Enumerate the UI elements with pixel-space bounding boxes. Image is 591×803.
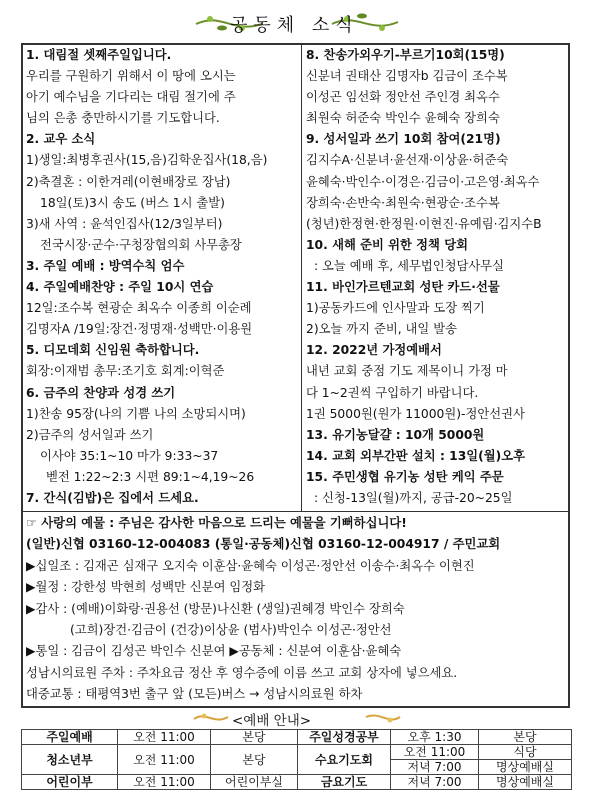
news-line: ▶감사 : (예배)이화랑·권용선 (방문)나신환 (생일)권혜경 박인수 장희숙 (26, 601, 405, 616)
news-line: 3)새 사역 : 윤석인집사(12/3일부터) (26, 216, 223, 231)
news-line: 1)찬송 95장(나의 기쁨 나의 소망되시며) (26, 406, 246, 421)
table-cell: 어린이부실 (211, 775, 298, 790)
news-line: 성남시의료원 주차 : 주차요금 정산 후 영수증에 이름 쓰고 교회 상자에 넣으세요. (26, 665, 458, 680)
news-line: 2)금주의 성서일과 쓰기 (26, 427, 154, 442)
news-line: 다 1~2권씩 구입하기 바랍니다. (306, 385, 479, 400)
news-line: 1권 5000원(원가 11000원)-정안선권사 (306, 406, 525, 421)
table-cell: 본당 (211, 730, 298, 745)
news-heading: 10. 새해 준비 위한 정책 당회 (306, 237, 468, 252)
schedule-banner (192, 707, 402, 729)
left-news-column (26, 45, 298, 509)
column-divider (301, 45, 302, 511)
table-cell: 주일예배 (22, 730, 118, 745)
news-heading: 3. 주일 예배 : 방역수칙 엄수 (26, 258, 185, 273)
news-line: 회장:이재범 총무:조기호 회계:이혁준 (26, 364, 225, 379)
table-cell: 오전 11:00 (118, 730, 211, 745)
offering-section (26, 513, 566, 706)
schedule-title: <예배 안내> (232, 713, 312, 729)
news-line: 님의 은총 충만하시기를 기도합니다. (26, 111, 220, 126)
news-line: 이사야 35:1~10 마가 9:33~37 (40, 448, 219, 463)
table-cell: 저녁 7:00 (391, 760, 479, 775)
table-cell: 식당 (479, 745, 572, 760)
news-line: ▶통일 : 김금이 김성곤 박인수 신분여 ▶공동체 : 신분여 이훈삼·윤혜숙 (26, 644, 402, 659)
news-heading: 9. 성서일과 쓰기 10회 참여(21명) (306, 132, 501, 147)
table-cell: 수요기도회 (298, 745, 391, 775)
news-line: 아기 예수님을 기다리는 대림 절기에 주 (26, 90, 236, 105)
table-cell: 주일성경공부 (298, 730, 391, 745)
news-heading: 1. 대림절 셋째주일입니다. (26, 48, 172, 62)
news-line: 내년 교회 중점 기도 제목이니 가정 마 (306, 364, 508, 379)
table-row (22, 730, 572, 745)
table-cell: 명상예배실 (479, 760, 572, 775)
news-line: 장희숙·손반숙·최원숙·현광순·조수복 (306, 195, 500, 210)
news-heading: 13. 유기농달걀 : 10개 5000원 (306, 427, 485, 442)
news-line: 12일:조수복 현광순 최옥수 이종희 이순례 (26, 301, 252, 316)
news-heading: 5. 디모데회 신임원 축하합니다. (26, 343, 200, 358)
news-line: : 오늘 예배 후, 세무법인청담사무실 (314, 258, 504, 273)
news-heading: 11. 바인가르텐교회 성탄 카드·선물 (306, 280, 500, 295)
table-cell: 명상예배실 (479, 775, 572, 790)
news-line: 1)공동카드에 인사말과 도장 찍기 (306, 301, 485, 316)
table-row (22, 745, 572, 760)
news-line: ▶십일조 : 김재곤 심재구 오지숙 이훈삼·윤혜숙 이성곤·정안선 이송수·최옥수 이현진 (26, 558, 475, 573)
title-banner (192, 8, 402, 38)
news-heading: 14. 교회 외부간판 설치 : 13일(월)오후 (306, 448, 526, 463)
news-line: 벧전 1:22~2:3 시편 89:1~4,19~26 (46, 469, 255, 484)
table-cell: 청소년부 (22, 745, 118, 775)
news-heading: 6. 금주의 찬양과 성경 쓰기 (26, 385, 176, 400)
news-heading: 15. 주민생협 유기농 성탄 케익 주문 (306, 469, 504, 484)
news-line: 윤혜숙·박인수·이경은·김금이·고은영·최옥수 (306, 174, 540, 189)
news-line: (청년)한정현·한정원·이현진·유예림·김지수B (306, 216, 542, 231)
news-line: 이성곤 임선화 정안선 주인경 최옥수 (306, 90, 500, 105)
table-cell: 어린이부 (22, 775, 118, 790)
news-heading: 4. 주일예배찬양 : 주일 10시 연습 (26, 280, 214, 295)
news-line: : 신청-13일(월)까지, 공급-20~25일 (314, 490, 513, 505)
news-line: 김명자A /19일:장건·정명재·성백만·이용원 (26, 322, 253, 337)
right-news-column (306, 45, 568, 509)
table-cell: 본당 (211, 745, 298, 775)
news-line: 대중교통 : 태평역3번 출구 앞 (모든)버스 → 성남시의료원 하차 (26, 687, 363, 702)
table-row (22, 775, 572, 790)
news-heading: ☞ 사랑의 예물 : 주님은 감사한 마음으로 드리는 예물을 기뻐하십니다! (26, 516, 407, 530)
section-divider (22, 511, 569, 512)
table-cell: 오후 1:30 (391, 730, 479, 745)
worship-schedule-table (21, 729, 572, 790)
table-cell: 본당 (479, 730, 572, 745)
news-line: 최원숙 허준숙 박인수 윤혜숙 장희숙 (306, 111, 500, 126)
news-line: 우리를 구원하기 위해서 이 땅에 오시는 (26, 69, 236, 84)
news-line: 2)축결혼 : 이한겨레(이현배장로 장남) (26, 174, 231, 189)
news-line: 신분녀 권태산 김명자b 김금이 조수복 (306, 69, 508, 84)
news-heading: 7. 간식(김밥)은 집에서 드세요. (26, 490, 199, 505)
news-heading: 12. 2022년 가정예배서 (306, 343, 442, 358)
table-cell: 저녁 7:00 (391, 775, 479, 790)
news-heading: 8. 찬송가외우기-부르기10회(15명) (306, 48, 505, 62)
news-line: 1)생일:최병후권사(15,음)김학운집사(18,음) (26, 153, 268, 168)
news-heading: (일반)신협 03160-12-004083 (통일·공동체)신협 03160-12-004917 / 주민교회 (26, 537, 501, 552)
page-title: 공동체 소식 (230, 15, 359, 36)
news-heading: 2. 교우 소식 (26, 132, 96, 147)
news-line: 김지수A·신분녀·윤선재·이상윤·허준숙 (306, 153, 509, 168)
news-line: ▶월정 : 강한성 박현희 성백만 신분여 임정화 (26, 580, 265, 595)
table-cell: 오전 11:00 (118, 775, 211, 790)
table-cell: 오전 11:00 (118, 745, 211, 775)
news-line: 2)오늘 까지 준비, 내일 발송 (306, 322, 457, 337)
news-line: 18일(토)3시 송도 (버스 1시 출발) (40, 195, 225, 210)
news-line: (고희)장건·김금이 (건강)이상윤 (범사)박인수 이성곤·정안선 (70, 623, 392, 638)
news-line: 전국시장·군수·구청장협의회 사무총장 (40, 237, 242, 252)
table-cell: 금요기도 (298, 775, 391, 790)
table-cell: 오전 11:00 (391, 745, 479, 760)
